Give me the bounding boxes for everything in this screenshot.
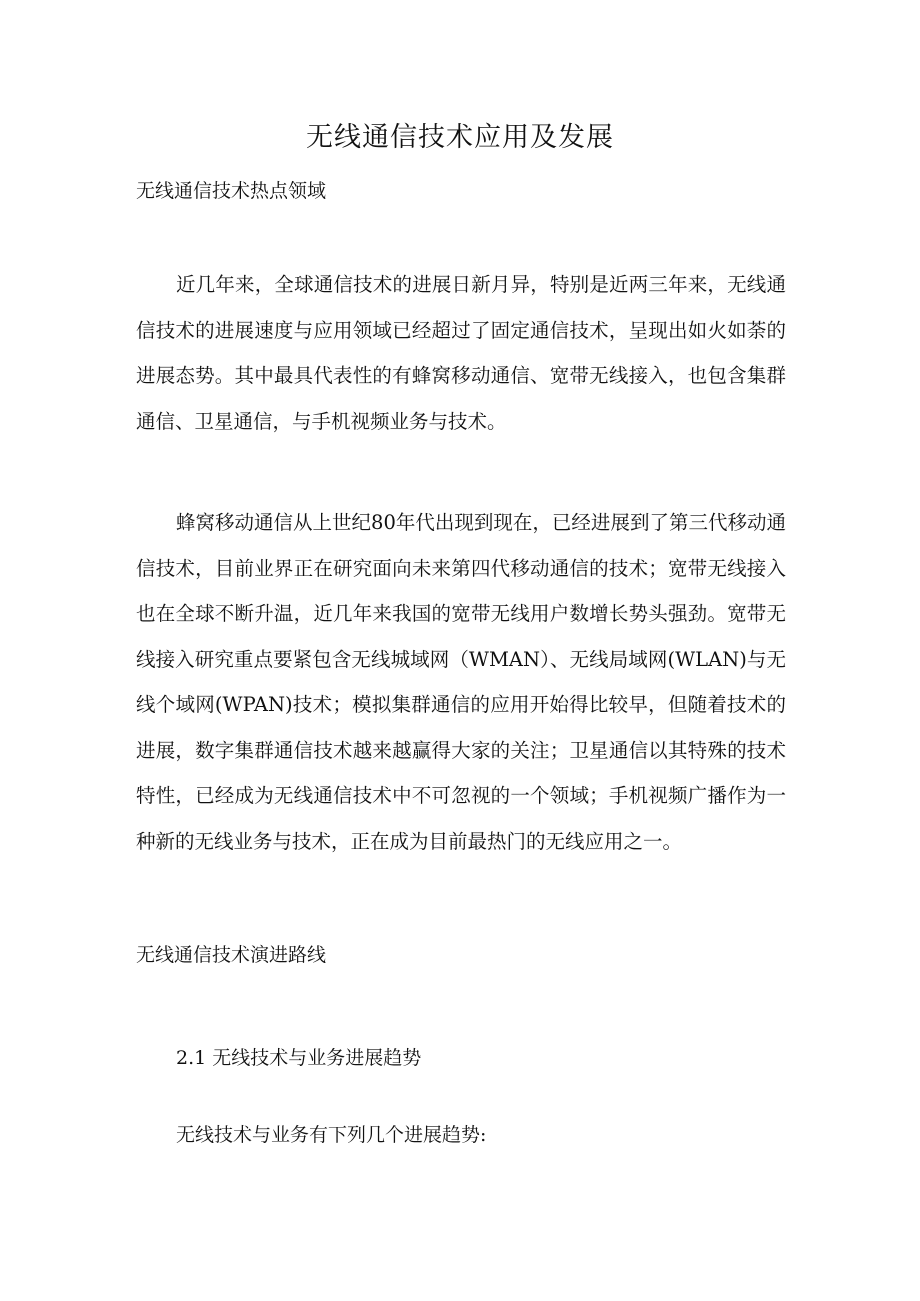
- section-heading-evolution: 无线通信技术演进路线: [136, 944, 327, 966]
- paragraph-overview: 近几年来，全球通信技术的进展日新月异，特别是近两三年来，无线通信技术的进展速度与应用领域已经超过了固定通信技术，呈现出如火如荼的进展态势。其中最具代表性的有蜂窝移动通信、宽带无线接入，也包含集群通信、卫星通信，与手机视频业务与技术。: [136, 273, 786, 433]
- paragraph-details: 蜂窝移动通信从上世纪80年代出现到现在，已经进展到了第三代移动通信技术，目前业界正在研究面向未来第四代移动通信的技术；宽带无线接入也在全球不断升温，近几年来我国的宽带无线用户数增长势头强劲。宽带无线接入研究重点要紧包含无线城域网（WMAN）、无线局域网(WLAN)与无线个域网(WPAN)技术；模拟集群通信的应用开始得比较早，但随着技术的进展，数字集群通信技术越来越赢得大家的关注；卫星通信以其特殊的技术特性，已经成为无线通信技术中不可忽视的一个领域；手机视频广播作为一种新的无线业务与技术，正在成为目前最热门的无线应用之一。: [136, 511, 786, 853]
- section-heading-hotspots: 无线通信技术热点领域: [136, 180, 327, 202]
- subsection-heading: 2.1 无线技术与业务进展趋势: [176, 1047, 422, 1069]
- document-title: 无线通信技术应用及发展: [306, 122, 614, 153]
- subsection-intro: 无线技术与业务有下列几个进展趋势:: [176, 1124, 487, 1146]
